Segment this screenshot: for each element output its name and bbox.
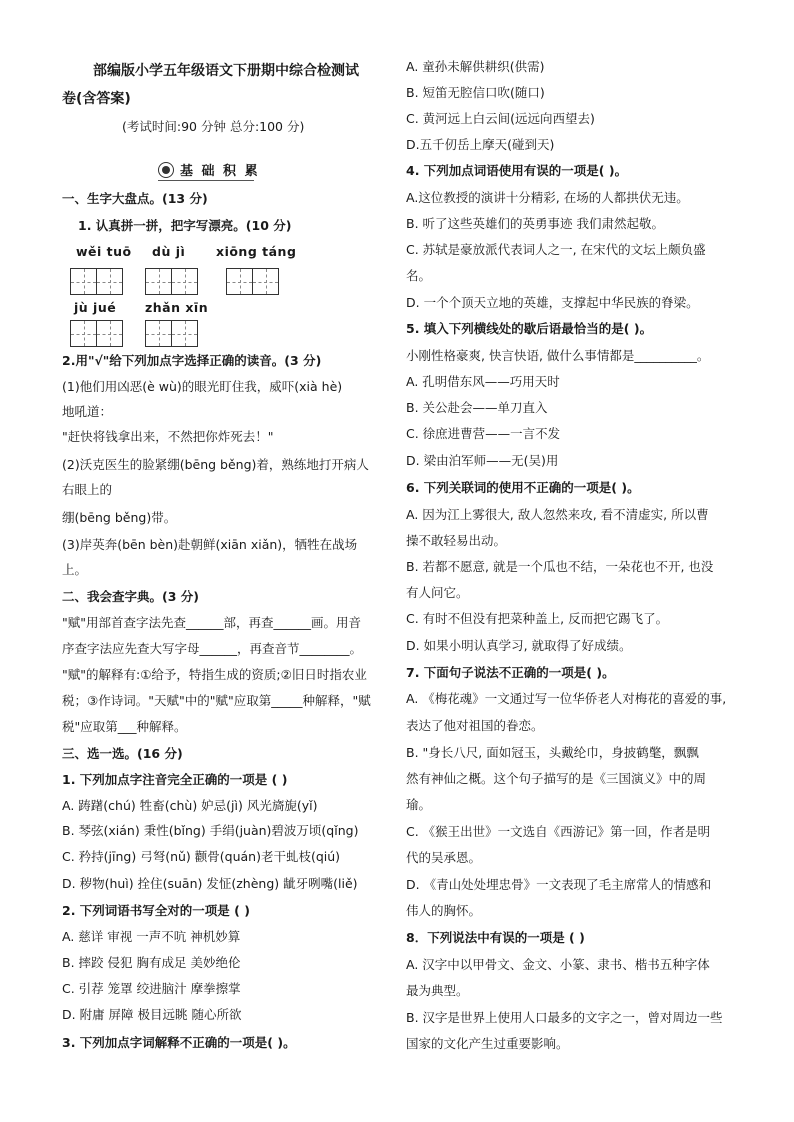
option-line: 最为典型。: [406, 983, 469, 998]
q1-1-heading: 1. 认真拼一拼，把字写漂亮。(10 分): [78, 218, 292, 233]
text-line: (3)岸英奔(bēn bèn)赴朝鲜(xiān xiǎn)，牺牲在战场: [62, 537, 358, 552]
q3-1-heading: 1. 下列加点字注音完全正确的一项是 ( ): [62, 772, 288, 787]
text-line: 序查字法应先查大写字母______，再查音节________。: [62, 641, 363, 656]
writing-grid-1[interactable]: [70, 268, 122, 295]
text-line: (2)沃克医生的脸紧绷(bēng běng)着，熟练地打开病人: [62, 457, 369, 472]
pinyin-1: wěi tuō: [76, 244, 132, 259]
option-line: B. "身长八尺, 面如冠玉，头戴纶巾，身披鹤氅，飘飘: [406, 745, 699, 760]
option-line: A. 踌躇(chú) 牲畜(chù) 妒忌(jì) 风光旖旎(yǐ): [62, 798, 318, 813]
part-two-heading: 二、我会查字典。(3 分): [62, 589, 199, 604]
option-line: 瑜。: [406, 797, 432, 812]
text-line: "赋"的解释有:①给予，特指生成的资质;②旧日时指农业: [62, 667, 367, 682]
option-line: A. 童孙未解供耕织(供需): [406, 59, 545, 74]
option-line: D.五千仞岳上摩天(碰到天): [406, 137, 555, 152]
q3-8-heading: 8．下列说法中有误的一项是 ( ): [406, 930, 585, 945]
pinyin-2: dù jì: [152, 244, 186, 259]
text-line: 税"应取第___种解释。: [62, 719, 187, 734]
text-line: "赋"用部首查字法先查______部，再查______画。用音: [62, 615, 361, 630]
exam-meta: (考试时间:90 分钟 总分:100 分): [122, 119, 305, 134]
exam-title-line2: 卷(含答案): [62, 91, 131, 107]
option-line: C. 《猴王出世》一文选自《西游记》第一回，作者是明: [406, 824, 711, 839]
text-line: (1)他们用凶恶(è wù)的眼光盯住我，威吓(xià hè): [62, 379, 343, 394]
option-line: 操不敢轻易出动。: [406, 533, 507, 548]
option-line: 伟人的胸怀。: [406, 903, 482, 918]
option-line: D. 秽物(huì) 拴住(suān) 发怔(zhèng) 龇牙咧嘴(liě): [62, 876, 358, 891]
writing-grid-2[interactable]: [145, 268, 197, 295]
writing-grid-3[interactable]: [226, 268, 278, 295]
option-line: D. 《青山处处埋忠骨》一文表现了毛主席常人的情感和: [406, 877, 712, 892]
option-line: 代的吴承恩。: [406, 850, 482, 865]
option-line: B. 摔跤 侵犯 胸有成足 美妙绝伦: [62, 955, 241, 970]
q3-7-heading: 7. 下面句子说法不正确的一项是( )。: [406, 665, 615, 680]
option-line: D. 梁由泊军师——无(吴)用: [406, 453, 559, 468]
text-line: 绷(bēng běng)带。: [62, 510, 177, 525]
text-line: 小刚性格豪爽, 快言快语, 做什么事情都是__________。: [406, 348, 710, 363]
option-line: A. 汉字中以甲骨文、金文、小篆、隶书、楷书五种字体: [406, 957, 710, 972]
writing-grid-4[interactable]: [70, 320, 122, 347]
option-line: B. 汉字是世界上使用人口最多的文字之一，曾对周边一些: [406, 1010, 723, 1025]
text-line: 右眼上的: [62, 482, 113, 497]
option-line: 名。: [406, 268, 432, 283]
option-line: 有人问它。: [406, 585, 469, 600]
exam-title-line1: 部编版小学五年级语文下册期中综合检测试: [93, 63, 359, 79]
option-line: B. 琴弦(xián) 秉性(bǐng) 手绢(juàn)碧波万顷(qǐng): [62, 823, 359, 838]
option-line: B. 听了这些英雄们的英勇事迹 我们肃然起敬。: [406, 216, 664, 231]
option-line: B. 若都不愿意, 就是一个瓜也不结，一朵花也不开, 也没: [406, 559, 714, 574]
text-line: 地吼道：: [62, 404, 113, 419]
pinyin-4: jù jué: [74, 300, 117, 315]
text-line: 上。: [62, 562, 88, 577]
option-line: C. 黄河远上白云间(远远向西望去): [406, 111, 595, 126]
option-line: D. 一个个顶天立地的英雄，支撑起中华民族的脊梁。: [406, 295, 699, 310]
option-line: C. 有时不但没有把菜种盖上, 反而把它踢飞了。: [406, 611, 669, 626]
option-line: B. 关公赴会——单刀直入: [406, 400, 548, 415]
q3-4-heading: 4. 下列加点词语使用有误的一项是( )。: [406, 163, 628, 178]
section-banner-label: 基 础 积 累: [180, 164, 260, 179]
option-line: A. 因为江上雾很大, 敌人忽然来攻, 看不清虚实, 所以曹: [406, 507, 709, 522]
option-line: A.这位教授的演讲十分精彩, 在场的人都拱伏无违。: [406, 190, 689, 205]
option-line: 表达了他对祖国的眷恋。: [406, 718, 544, 733]
section-banner: [158, 160, 260, 179]
option-line: D. 附庸 屏障 极目远眺 随心所欲: [62, 1007, 242, 1022]
q1-2-heading: 2.用"√"给下列加点字选择正确的读音。(3 分): [62, 353, 322, 368]
part-one-heading: 一、生字大盘点。(13 分): [62, 191, 208, 206]
part-three-heading: 三、选一选。(16 分): [62, 746, 183, 761]
q3-6-heading: 6. 下列关联词的使用不正确的一项是( )。: [406, 480, 640, 495]
writing-grid-5[interactable]: [145, 320, 197, 347]
option-line: 然有神仙之概。这个句子描写的是《三国演义》中的周: [406, 771, 707, 786]
option-line: C. 徐庶进曹营——一言不发: [406, 426, 561, 441]
pinyin-5: zhǎn xīn: [145, 300, 209, 315]
option-line: B. 短笛无腔信口吹(随口): [406, 85, 545, 100]
option-line: D. 如果小明认真学习, 就取得了好成绩。: [406, 638, 632, 653]
text-line: 税；③作诗词。"天赋"中的"赋"应取第_____种解释，"赋: [62, 693, 371, 708]
q3-3-heading: 3. 下列加点字词解释不正确的一项是( )。: [62, 1035, 296, 1050]
option-line: A. 《梅花魂》一文通过写一位华侨老人对梅花的喜爱的事,: [406, 691, 727, 706]
flower-icon: [158, 162, 174, 178]
text-line: "赶快将钱拿出来，不然把你炸死去！": [62, 429, 274, 444]
option-line: C. 苏轼是豪放派代表词人之一, 在宋代的文坛上颇负盛: [406, 242, 706, 257]
pinyin-3: xiōng táng: [216, 244, 297, 259]
q3-5-heading: 5. 填入下列横线处的歇后语最恰当的是( )。: [406, 321, 653, 336]
option-line: A. 孔明借东风——巧用天时: [406, 374, 560, 389]
option-line: C. 引荐 笼罩 绞进脑汁 摩拳擦掌: [62, 981, 241, 996]
option-line: 国家的文化产生过重要影响。: [406, 1036, 569, 1051]
section-underline: [158, 180, 254, 181]
option-line: A. 慈详 审视 一声不吭 神机妙算: [62, 929, 241, 944]
option-line: C. 矜持(jīng) 弓弩(nǔ) 颧骨(quán)老干虬枝(qiú): [62, 849, 341, 864]
q3-2-heading: 2. 下列词语书写全对的一项是 ( ): [62, 903, 250, 918]
